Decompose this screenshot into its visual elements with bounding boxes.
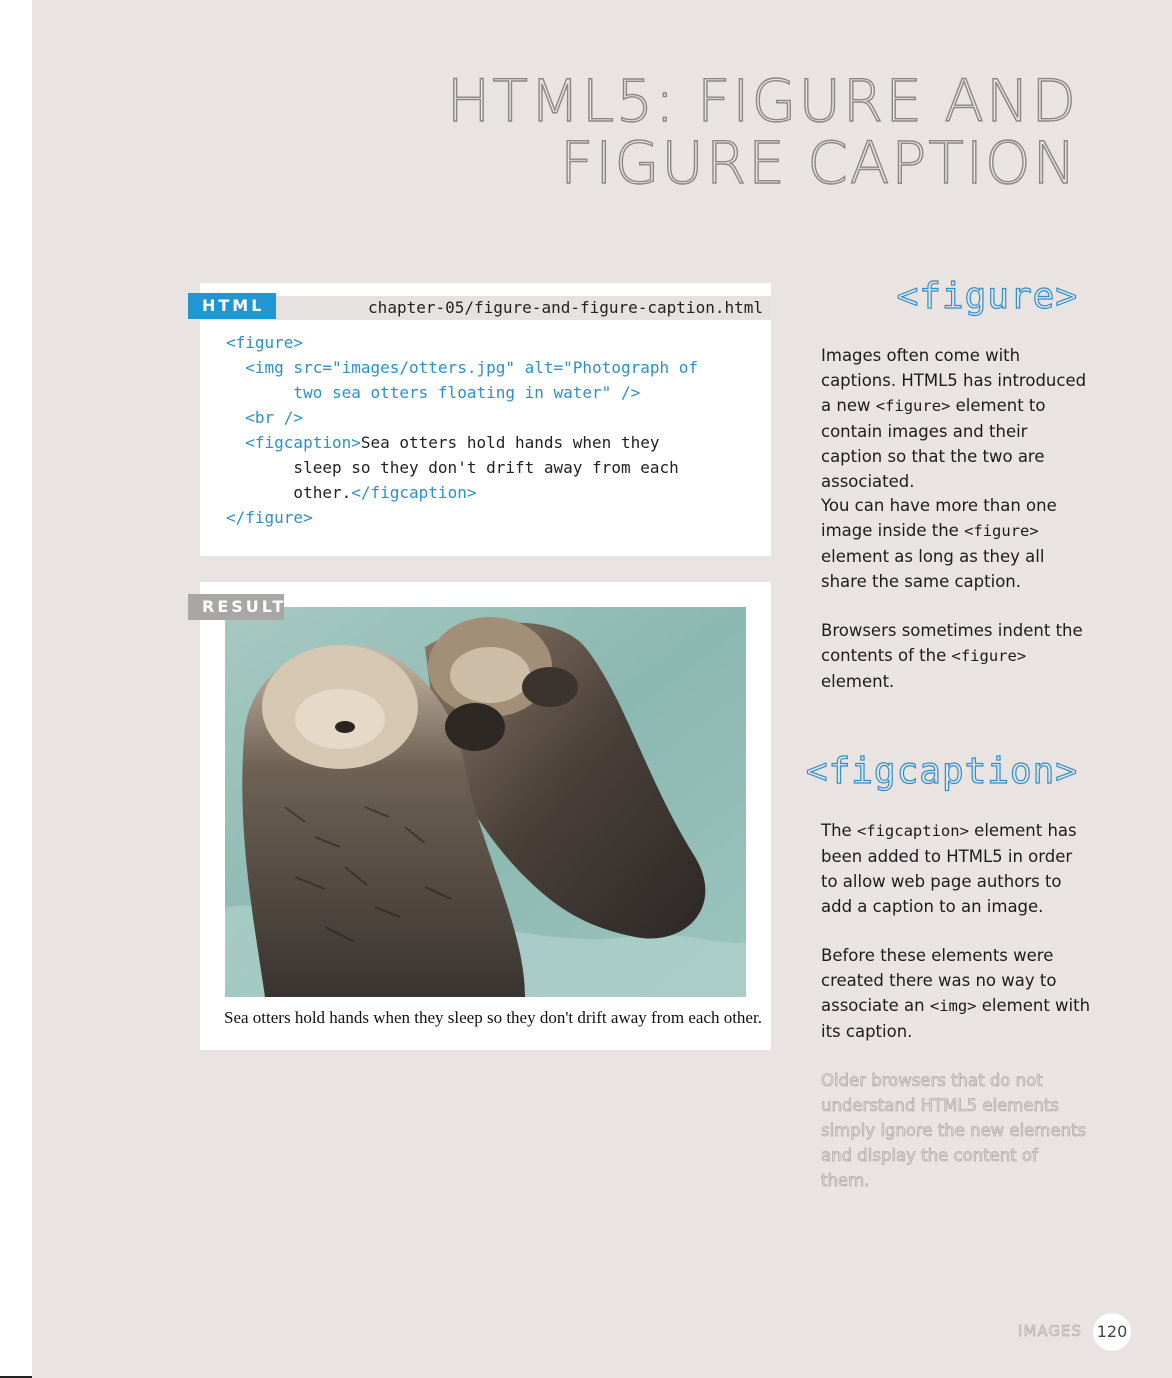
inline-code: <figure>: [875, 397, 951, 415]
result-panel: [200, 582, 771, 1050]
code-tag: <figure>: [226, 333, 304, 352]
code-line: [226, 380, 698, 405]
paragraph-4: The <figcaption> element has been added to HTML5 in order to allow web page authors to add a caption to an image.: [821, 821, 1077, 916]
code-block: [226, 330, 698, 530]
section-label: IMAGES: [1018, 1322, 1082, 1340]
inline-code: <figcaption>: [856, 822, 969, 840]
browser-note: Older browsers that do not understand HTML5 elements simply ignore the new elements and display the content of them.: [821, 1071, 1087, 1190]
figure-caption: Sea otters hold hands when they sleep so they don't drift away from each other.: [224, 1008, 762, 1027]
code-line: [226, 455, 698, 480]
otters-photo-icon: [225, 607, 746, 997]
result-tab-label: RESULT: [188, 594, 284, 620]
heading-figcaption: <figcaption>: [805, 751, 1078, 792]
code-line: [226, 430, 698, 455]
code-example-panel: [200, 283, 771, 556]
code-tag: <br />: [226, 408, 304, 427]
otters-photo: [225, 607, 746, 997]
page-title-line-1: HTML5: FIGURE AND: [446, 67, 1078, 135]
paragraph-2: You can have more than one image inside the <figure> element as long as they all share the same caption.: [821, 496, 1057, 591]
page-gutter: [0, 0, 32, 1378]
code-filename: chapter-05/figure-and-figure-caption.html: [368, 298, 763, 317]
code-line: [226, 405, 698, 430]
page-number: 120: [1093, 1313, 1131, 1351]
code-tag: </figure>: [226, 508, 313, 527]
page-title: [318, 67, 1078, 197]
code-text: other.: [226, 483, 352, 502]
code-line: [226, 330, 698, 355]
code-tag: two sea otters floating in water" />: [226, 383, 641, 402]
code-tag: <img src="images/otters.jpg" alt="Photograph of: [226, 358, 699, 377]
code-tag: <figcaption>: [226, 433, 361, 452]
code-text: Sea otters hold hands when they: [360, 433, 660, 452]
heading-figure: <figure>: [896, 276, 1078, 317]
code-line: [226, 480, 698, 505]
code-text: sleep so they don't drift away from each: [226, 458, 679, 477]
paragraph-1: Images often come with captions. HTML5 has introduced a new <figure> element to contain images and their caption so that the two are associated.: [821, 346, 1087, 491]
inline-code: <img>: [929, 997, 977, 1015]
paragraph-3: Browsers sometimes indent the contents of the <figure> element.: [821, 621, 1083, 691]
page-title-line-2: FIGURE CAPTION: [560, 129, 1078, 197]
inline-code: <figure>: [964, 522, 1039, 540]
code-header-bar: [200, 296, 771, 320]
code-tag: </figcaption>: [351, 483, 477, 502]
html-tab-label: HTML: [188, 293, 276, 319]
inline-code: <figure>: [951, 647, 1027, 665]
code-line: [226, 505, 698, 530]
paragraph-5: Before these elements were created there was no way to associate an <img> element with its caption.: [821, 946, 1091, 1041]
code-line: [226, 355, 698, 380]
